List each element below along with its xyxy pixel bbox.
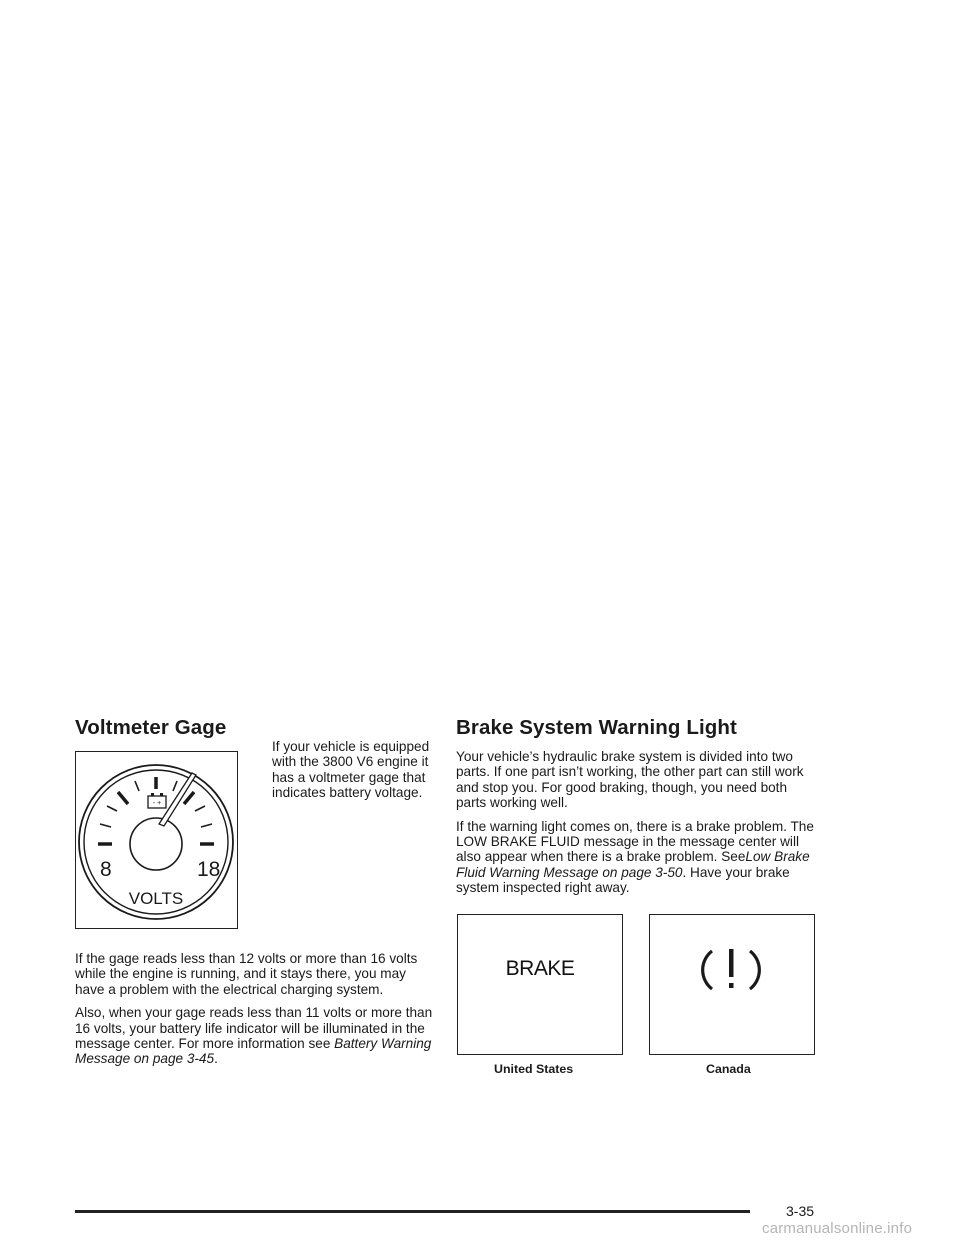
caption-canada: Canada [706, 1062, 751, 1076]
gauge-unit-label: VOLTS [128, 889, 184, 908]
voltmeter-title: Voltmeter Gage [75, 716, 227, 739]
brake-paragraph-1: Your vehicle’s hydraulic brake system is divided into two parts. If one part isn’t working, the other part can still work and stop you. For good braking, though, you need both parts working well. [456, 749, 804, 811]
voltmeter-intro: If your vehicle is equipped with the 3800 V6 engine it has a voltmeter gage that indicates battery voltage. [272, 739, 430, 801]
gauge-max-label: 18 [197, 858, 221, 881]
battery-warning-reference-link[interactable]: Battery Warning Message on page 3-45 [75, 1036, 432, 1067]
voltmeter-paragraph-1: If the gage reads less than 12 volts or more than 16 volts while the engine is running, and it stays there, you may have a problem with the electrical charging system. [75, 951, 418, 997]
low-brake-fluid-reference-link[interactable]: Low Brake Fluid Warning Message on page 3-50 [456, 849, 810, 880]
brake-section [456, 716, 818, 1076]
footer-rule [75, 1210, 750, 1213]
brake-body [456, 749, 818, 896]
voltmeter-body [75, 951, 437, 1067]
voltmeter-side-text [272, 739, 442, 801]
brake-title: Brake System Warning Light [456, 716, 737, 739]
brake-warning-icon [650, 915, 813, 1053]
caption-united-states: United States [494, 1062, 574, 1076]
page-number: 3-35 [786, 1203, 815, 1219]
watermark: carmanualsonline.info [762, 1220, 913, 1237]
voltmeter-paragraph-2: Also, when your gage reads less than 11 volts or more than 16 volts, your battery life indicator will be illuminated in the message center. For more information see Battery Warning Message on page 3-45. [75, 1005, 433, 1067]
battery-symbol-label: - + [152, 800, 162, 807]
brake-lamp-united-states [457, 914, 623, 1055]
brake-lamp-text: BRAKE [505, 957, 575, 980]
brake-lamp-canada [649, 914, 815, 1055]
voltmeter-gauge-illustration [75, 751, 238, 929]
gauge-min-label: 8 [100, 858, 112, 881]
brake-paragraph-2: If the warning light comes on, there is a brake problem. The LOW BRAKE FLUID message in the message center will also appear when there is a brake problem. SeeLow Brake Fluid Warning Message on page 3-50. Have your brake system inspected right away. [456, 818, 814, 896]
voltmeter-section [75, 716, 435, 1067]
voltmeter-gauge-icon [76, 752, 236, 927]
